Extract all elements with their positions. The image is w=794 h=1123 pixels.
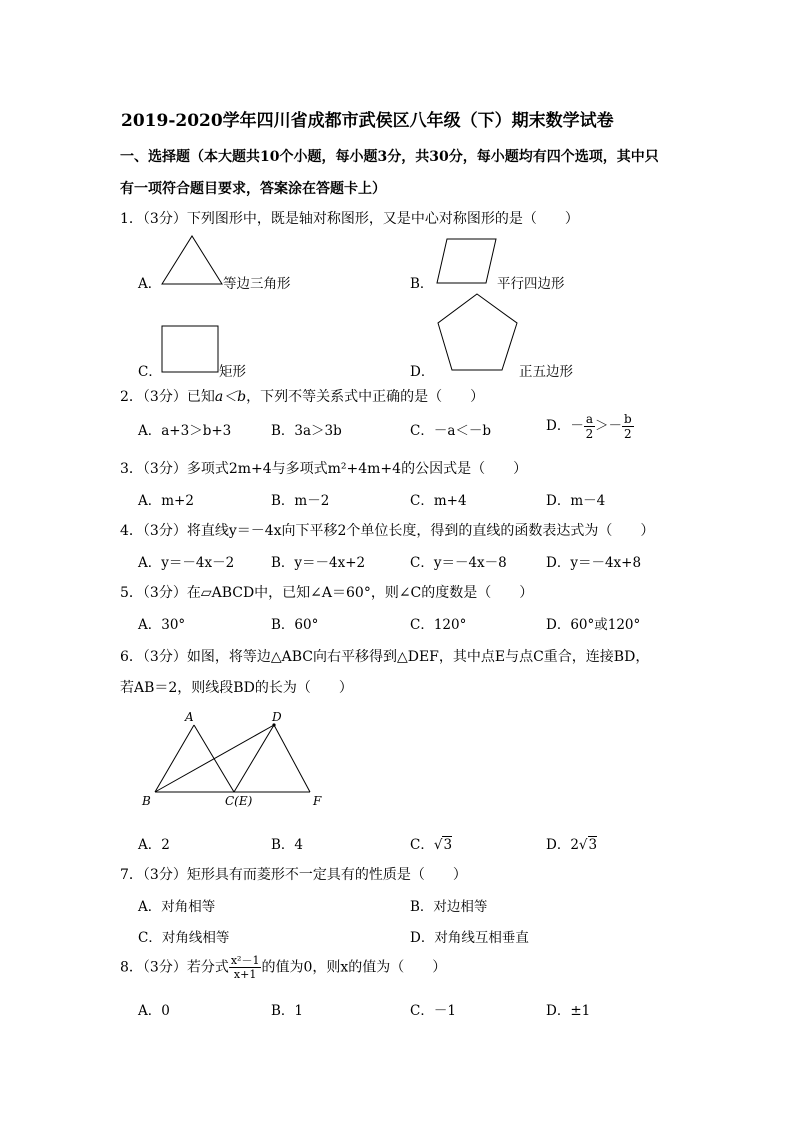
- fig-label-b: B: [142, 794, 151, 808]
- q2-option-d: D．－ $\frac{a}{2}$ ＞－ $\frac{b}{2}$: [546, 412, 632, 441]
- fig-label-f: F: [313, 794, 322, 808]
- q6-option-c: C．√3: [410, 837, 453, 853]
- q3-option-d: D．m－4: [546, 493, 606, 509]
- page-title: 2019-2020学年四川省成都市武侯区八年级（下）期末数学试卷: [121, 111, 614, 131]
- q1-option-c: C．: [138, 364, 162, 380]
- q6-option-d: D．2√3: [546, 837, 598, 853]
- q5-option-c: C．120°: [410, 617, 467, 633]
- q1-option-d: D．: [410, 364, 435, 380]
- q3-option-c: C．m+4: [410, 493, 467, 509]
- q5-option-d: D．60°或120°: [546, 617, 641, 633]
- q4-option-b: B．y＝－4x+2: [271, 555, 366, 571]
- parallelogram-figure: [435, 237, 499, 287]
- fig-label-d: D: [272, 710, 282, 724]
- q1-option-a: A．: [138, 276, 162, 292]
- section-heading-line2: 有一项符合题目要求，答案涂在答题卡上）: [120, 181, 386, 197]
- equilateral-triangle-figure: [160, 234, 226, 288]
- q6-stem-line1: 6．（3分）如图，将等边△ABC向右平移得到△DEF，其中点E与点C重合，连接BD，: [120, 649, 650, 665]
- q5-stem: 5．（3分）在▱ABCD中，已知∠A＝60°，则∠C的度数是（ ）: [120, 585, 534, 601]
- q1-option-b: B．: [410, 276, 434, 292]
- q7-stem: 7．（3分）矩形具有而菱形不一定具有的性质是（ ）: [120, 867, 467, 883]
- q3-option-b: B．m－2: [271, 493, 330, 509]
- q2-stem: 2．（3分）已知a＜b，下列不等关系式中正确的是（ ）: [120, 389, 485, 405]
- q6-stem-line2: 若AB＝2，则线段BD的长为（ ）: [120, 680, 353, 696]
- q4-stem: 4．（3分）将直线y＝－4x向下平移2个单位长度，得到的直线的函数表达式为（ ）: [120, 523, 655, 539]
- q1-label-b: 平行四边形: [497, 276, 565, 292]
- fig-label-ce: C(E): [225, 794, 253, 808]
- q8-option-b: B．1: [271, 1003, 304, 1019]
- q7-option-d: D．对角线互相垂直: [410, 930, 529, 946]
- q7-option-c: C．对角线相等: [138, 930, 230, 946]
- q3-option-a: A．m+2: [138, 493, 194, 509]
- q1-stem: 1．（3分）下列图形中，既是轴对称图形，又是中心对称图形的是（ ）: [120, 211, 579, 227]
- q8-stem: 8．（3分）若分式 $\frac{\text{x²－1}}{x+1}$ 的值为0，则x的值为（ ）: [120, 954, 447, 981]
- q5-option-b: B．60°: [271, 617, 319, 633]
- q8-option-a: A．0: [138, 1003, 170, 1019]
- q7-option-a: A．对角相等: [138, 899, 216, 915]
- q3-stem: 3．（3分）多项式2m+4与多项式m²+4m+4的公因式是（ ）: [120, 461, 528, 477]
- fig-label-a: A: [185, 710, 194, 724]
- q1-label-c: 矩形: [219, 364, 246, 380]
- rectangle-figure: [161, 325, 221, 375]
- q2-option-a: A．a+3＞b+3: [138, 423, 232, 439]
- q4-option-d: D．y＝－4x+8: [546, 555, 642, 571]
- q1-label-a: 等边三角形: [223, 276, 291, 292]
- q7-option-b: B．对边相等: [410, 899, 488, 915]
- q5-option-a: A．30°: [138, 617, 186, 633]
- q4-option-c: C．y＝－4x－8: [410, 555, 507, 571]
- q4-option-a: A．y＝－4x－2: [138, 555, 235, 571]
- q6-option-b: B．4: [271, 837, 304, 853]
- q6-option-a: A．2: [138, 837, 170, 853]
- q1-label-d: 正五边形: [519, 364, 573, 380]
- section-heading-line1: 一、选择题（本大题共10个小题，每小题3分，共30分，每小题均有四个选项，其中只: [120, 149, 659, 165]
- q2-option-b: B．3a＞3b: [271, 423, 342, 439]
- q8-option-d: D．±1: [546, 1003, 591, 1019]
- triangle-translation-figure: [135, 705, 335, 810]
- q2-option-c: C．－a＜－b: [410, 423, 492, 439]
- regular-pentagon-figure: [436, 292, 522, 374]
- q8-option-c: C．－1: [410, 1003, 456, 1019]
